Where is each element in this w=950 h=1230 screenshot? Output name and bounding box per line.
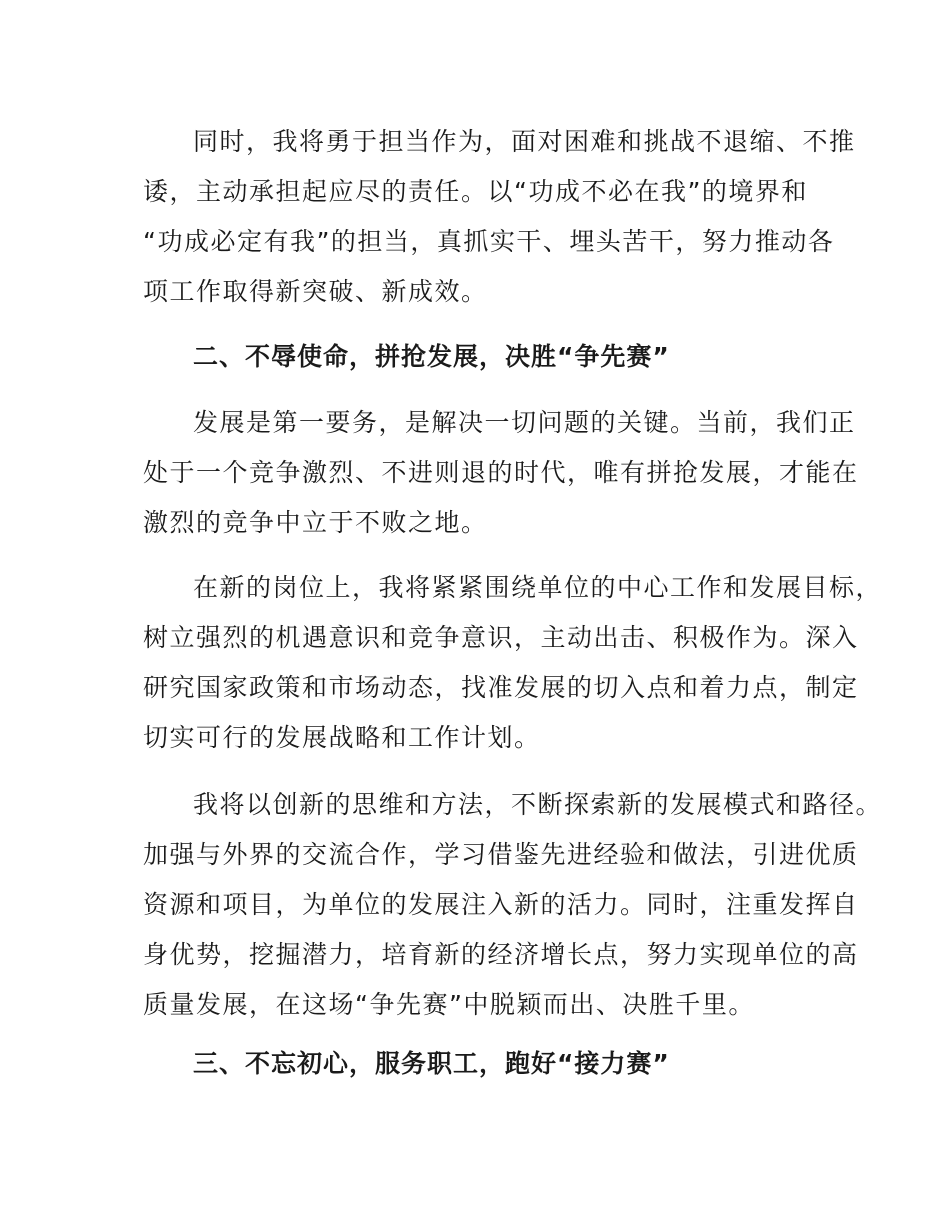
text-line: 项工作取得新突破、新成效。 <box>143 277 488 306</box>
text-line: 树立强烈的机遇意识和竞争意识，主动出击、积极作为。深入 <box>143 623 859 652</box>
paragraph-responsibility <box>143 117 856 317</box>
heading-text: 三、不忘初心，服务职工，跑好“接力赛” <box>193 1049 670 1078</box>
text-line: 处于一个竞争激烈、不进则退的时代，唯有拼抢发展，才能在 <box>143 458 859 487</box>
section-heading-2 <box>143 332 823 382</box>
text-line: 激烈的竞争中立于不败之地。 <box>143 508 488 537</box>
text-line: 加强与外界的交流合作，学习借鉴先进经验和做法，引进优质 <box>143 840 859 869</box>
heading-text: 二、不辱使命，拼抢发展，决胜“争先赛” <box>193 342 670 371</box>
text-line: 在新的岗位上，我将紧紧围绕单位的中心工作和发展目标， <box>193 573 883 602</box>
text-line: 发展是第一要务，是解决一切问题的关键。当前，我们正 <box>193 408 856 437</box>
paragraph-new-position <box>143 563 883 763</box>
text-line: 切实可行的发展战略和工作计划。 <box>143 723 541 752</box>
paragraph-innovation <box>143 780 883 1030</box>
text-line: 质量发展，在这场“争先赛”中脱颖而出、决胜千里。 <box>143 990 755 1019</box>
text-line: 身优势，挖掘潜力，培育新的经济增长点，努力实现单位的高 <box>143 940 859 969</box>
text-line: 我将以创新的思维和方法，不断探索新的发展模式和路径。 <box>193 790 883 819</box>
text-line: “功成必定有我”的担当，真抓实干、埋头苦干，努力推动各 <box>143 227 835 256</box>
text-line: 诿，主动承担起应尽的责任。以“功成不必在我”的境界和 <box>143 177 808 206</box>
text-line: 同时，我将勇于担当作为，面对困难和挑战不退缩、不推 <box>193 127 856 156</box>
paragraph-development <box>143 398 859 548</box>
text-line: 资源和项目，为单位的发展注入新的活力。同时，注重发挥自 <box>143 890 859 919</box>
text-line: 研究国家政策和市场动态，找准发展的切入点和着力点，制定 <box>143 673 859 702</box>
section-heading-3 <box>143 1039 823 1089</box>
